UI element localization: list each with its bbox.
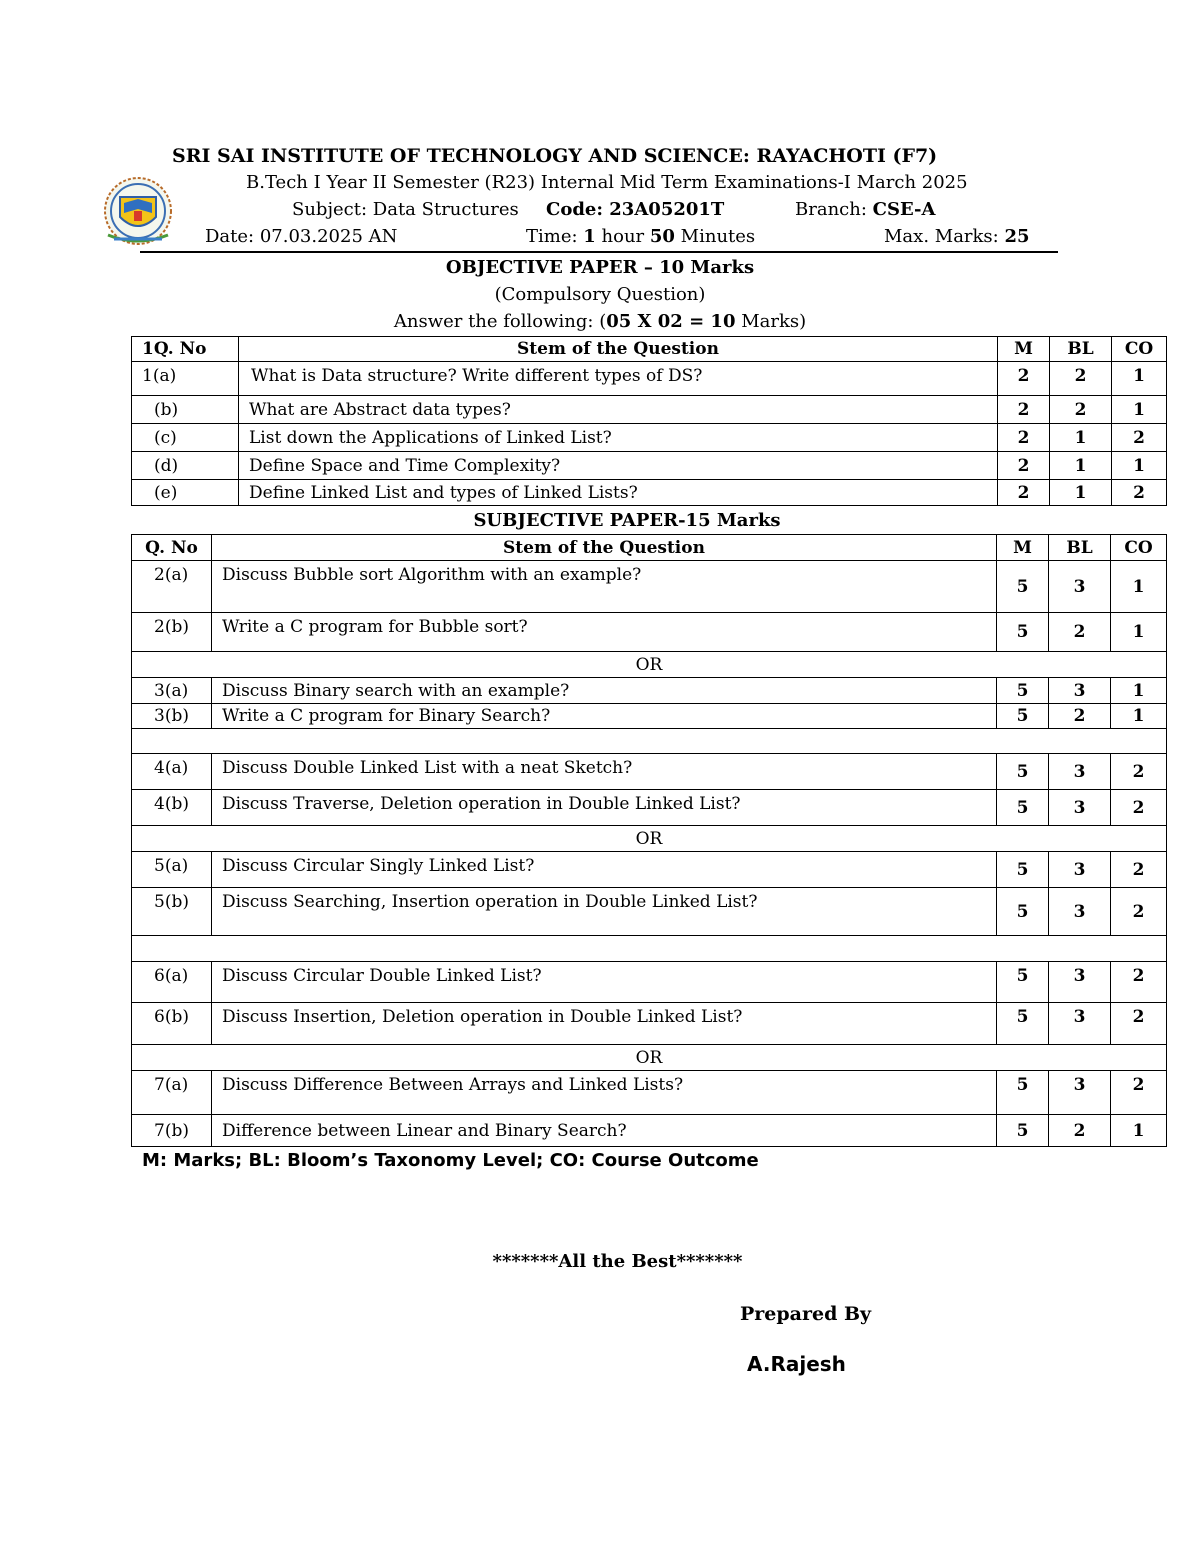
instruction-suffix: Marks) [735, 311, 807, 332]
bl-value: 3 [1049, 754, 1111, 790]
co-value: 2 [1111, 754, 1167, 790]
subjective-table [131, 534, 1167, 1147]
code-value: 23A05201T [609, 199, 725, 220]
bl-value: 3 [1049, 1003, 1111, 1045]
author-name: A.Rajesh [747, 1352, 846, 1376]
code-label: Code: [546, 199, 610, 220]
subject-value: Data Structures [372, 199, 519, 220]
question-text: List down the Applications of Linked List? [239, 424, 998, 452]
question-number: (d) [132, 452, 239, 480]
or-row [132, 1045, 1167, 1071]
subject-field [292, 199, 519, 220]
marks-value: 2 [998, 396, 1050, 424]
prepared-by-label: Prepared By [740, 1303, 872, 1325]
exam-title: B.Tech I Year II Semester (R23) Internal Mid Term Examinations-I March 2025 [246, 172, 968, 193]
instruction-marks: 05 X 02 = 10 [606, 311, 736, 332]
question-number: (c) [132, 424, 239, 452]
table-row [132, 704, 1167, 729]
college-emblem-icon [100, 175, 176, 251]
question-number: 2(a) [132, 561, 212, 613]
bl-value: 1 [1050, 424, 1112, 452]
column-header-marks: M [997, 535, 1049, 561]
table-row [132, 962, 1167, 1003]
table-row [132, 754, 1167, 790]
question-number: 7(a) [132, 1071, 212, 1115]
question-number: (b) [132, 396, 239, 424]
question-text: Discuss Searching, Insertion operation in Double Linked List? [212, 888, 997, 936]
time-field [526, 226, 755, 247]
question-text: What are Abstract data types? [239, 396, 998, 424]
co-value: 1 [1111, 704, 1167, 729]
or-separator: OR [132, 826, 1167, 852]
question-text: Write a C program for Bubble sort? [212, 613, 997, 652]
question-number: 2(b) [132, 613, 212, 652]
marks-value: 2 [998, 424, 1050, 452]
column-header-bl: BL [1050, 337, 1112, 362]
spacer-row [132, 729, 1167, 754]
co-value: 2 [1111, 852, 1167, 888]
question-number: (e) [132, 480, 239, 506]
marks-value: 2 [998, 452, 1050, 480]
bl-value: 2 [1049, 704, 1111, 729]
question-number: 4(a) [132, 754, 212, 790]
bl-value: 2 [1050, 396, 1112, 424]
table-row [132, 561, 1167, 613]
institute-name: SRI SAI INSTITUTE OF TECHNOLOGY AND SCIENCE: RAYACHOTI (F7) [172, 145, 938, 167]
co-value: 1 [1111, 678, 1167, 704]
bl-value: 3 [1049, 962, 1111, 1003]
co-value: 2 [1112, 424, 1167, 452]
table-row [132, 888, 1167, 936]
subject-label: Subject: [292, 199, 373, 220]
co-value: 2 [1112, 480, 1167, 506]
column-header-co: CO [1112, 337, 1167, 362]
question-text: Discuss Circular Singly Linked List? [212, 852, 997, 888]
question-number: 3(a) [132, 678, 212, 704]
objective-subtitle: (Compulsory Question) [494, 284, 706, 305]
column-header-question: Stem of the Question [212, 535, 997, 561]
table-row [132, 452, 1167, 480]
or-separator: OR [132, 652, 1167, 678]
header-divider [140, 251, 1058, 253]
question-text: Define Linked List and types of Linked Lists? [239, 480, 998, 506]
table-row [132, 613, 1167, 652]
bl-value: 2 [1050, 362, 1112, 396]
question-number: 1(a) [132, 362, 239, 396]
code-field [546, 199, 724, 220]
branch-label: Branch: [795, 199, 873, 220]
spacer-row [132, 936, 1167, 962]
subjective-title: SUBJECTIVE PAPER-15 Marks [473, 510, 781, 531]
table-row [132, 678, 1167, 704]
table-row [132, 790, 1167, 826]
question-number: 5(a) [132, 852, 212, 888]
bl-value: 3 [1049, 888, 1111, 936]
marks-value: 5 [997, 1003, 1049, 1045]
column-header-co: CO [1111, 535, 1167, 561]
question-text: Discuss Difference Between Arrays and Linked Lists? [212, 1071, 997, 1115]
question-number: 6(b) [132, 1003, 212, 1045]
marks-value: 2 [998, 362, 1050, 396]
question-text: Discuss Double Linked List with a neat Sketch? [212, 754, 997, 790]
bl-value: 3 [1049, 852, 1111, 888]
co-value: 2 [1111, 962, 1167, 1003]
question-number: 3(b) [132, 704, 212, 729]
question-text: Discuss Bubble sort Algorithm with an example? [212, 561, 997, 613]
column-header-marks: M [998, 337, 1050, 362]
marks-value: 5 [997, 962, 1049, 1003]
column-header-bl: BL [1049, 535, 1111, 561]
marks-value: 5 [997, 888, 1049, 936]
table-header-row [132, 337, 1167, 362]
date-label: Date: [205, 226, 260, 247]
table-row [132, 396, 1167, 424]
table-row [132, 1003, 1167, 1045]
question-text: Difference between Linear and Binary Search? [212, 1115, 997, 1147]
empty-separator [132, 936, 1167, 962]
instruction-prefix: Answer the following: ( [393, 311, 607, 332]
legend-note: M: Marks; BL: Bloom’s Taxonomy Level; CO: Course Outcome [142, 1150, 759, 1171]
marks-value: 5 [997, 1115, 1049, 1147]
table-header-row [132, 535, 1167, 561]
column-header-qno: Q. No [132, 535, 212, 561]
co-value: 2 [1111, 1071, 1167, 1115]
table-row [132, 424, 1167, 452]
max-marks-value: 25 [1004, 226, 1030, 247]
co-value: 1 [1112, 452, 1167, 480]
question-text: Discuss Binary search with an example? [212, 678, 997, 704]
marks-value: 5 [997, 561, 1049, 613]
co-value: 1 [1112, 396, 1167, 424]
question-text: Discuss Circular Double Linked List? [212, 962, 997, 1003]
marks-value: 5 [997, 852, 1049, 888]
co-value: 1 [1111, 1115, 1167, 1147]
max-marks-label: Max. Marks: [884, 226, 1005, 247]
time-minutes: 50 [649, 226, 675, 247]
table-row [132, 362, 1167, 396]
max-marks-field [884, 226, 1030, 247]
time-hours: 1 [583, 226, 596, 247]
column-header-question: Stem of the Question [239, 337, 998, 362]
marks-value: 5 [997, 754, 1049, 790]
branch-field [795, 199, 935, 220]
time-label: Time: [526, 226, 584, 247]
table-row [132, 1115, 1167, 1147]
time-minutes-unit: Minutes [674, 226, 756, 247]
branch-value: CSE-A [872, 199, 936, 220]
question-text: What is Data structure? Write different types of DS? [239, 362, 998, 396]
date-field [205, 226, 397, 247]
co-value: 1 [1112, 362, 1167, 396]
table-row [132, 852, 1167, 888]
co-value: 2 [1111, 888, 1167, 936]
question-number: 4(b) [132, 790, 212, 826]
bl-value: 1 [1050, 480, 1112, 506]
bl-value: 3 [1049, 561, 1111, 613]
marks-value: 5 [997, 678, 1049, 704]
co-value: 2 [1111, 790, 1167, 826]
bl-value: 2 [1049, 1115, 1111, 1147]
co-value: 1 [1111, 561, 1167, 613]
time-hours-unit: hour [595, 226, 650, 247]
question-text: Discuss Insertion, Deletion operation in Double Linked List? [212, 1003, 997, 1045]
date-value: 07.03.2025 AN [259, 226, 398, 247]
bl-value: 1 [1050, 452, 1112, 480]
bl-value: 3 [1049, 790, 1111, 826]
question-number: 5(b) [132, 888, 212, 936]
or-row [132, 826, 1167, 852]
column-header-qno: 1Q. No [132, 337, 239, 362]
objective-instruction [0, 311, 1200, 332]
question-number: 6(a) [132, 962, 212, 1003]
empty-separator [132, 729, 1167, 754]
marks-value: 5 [997, 790, 1049, 826]
marks-value: 5 [997, 613, 1049, 652]
best-wishes: *******All the Best******* [492, 1251, 743, 1272]
co-value: 1 [1111, 613, 1167, 652]
question-text: Discuss Traverse, Deletion operation in Double Linked List? [212, 790, 997, 826]
marks-value: 2 [998, 480, 1050, 506]
bl-value: 2 [1049, 613, 1111, 652]
co-value: 2 [1111, 1003, 1167, 1045]
objective-table [131, 336, 1167, 506]
marks-value: 5 [997, 1071, 1049, 1115]
table-row [132, 1071, 1167, 1115]
or-separator: OR [132, 1045, 1167, 1071]
question-number: 7(b) [132, 1115, 212, 1147]
marks-value: 5 [997, 704, 1049, 729]
question-text: Define Space and Time Complexity? [239, 452, 998, 480]
objective-title: OBJECTIVE PAPER – 10 Marks [445, 257, 755, 278]
bl-value: 3 [1049, 678, 1111, 704]
question-text: Write a C program for Binary Search? [212, 704, 997, 729]
or-row [132, 652, 1167, 678]
bl-value: 3 [1049, 1071, 1111, 1115]
table-row [132, 480, 1167, 506]
